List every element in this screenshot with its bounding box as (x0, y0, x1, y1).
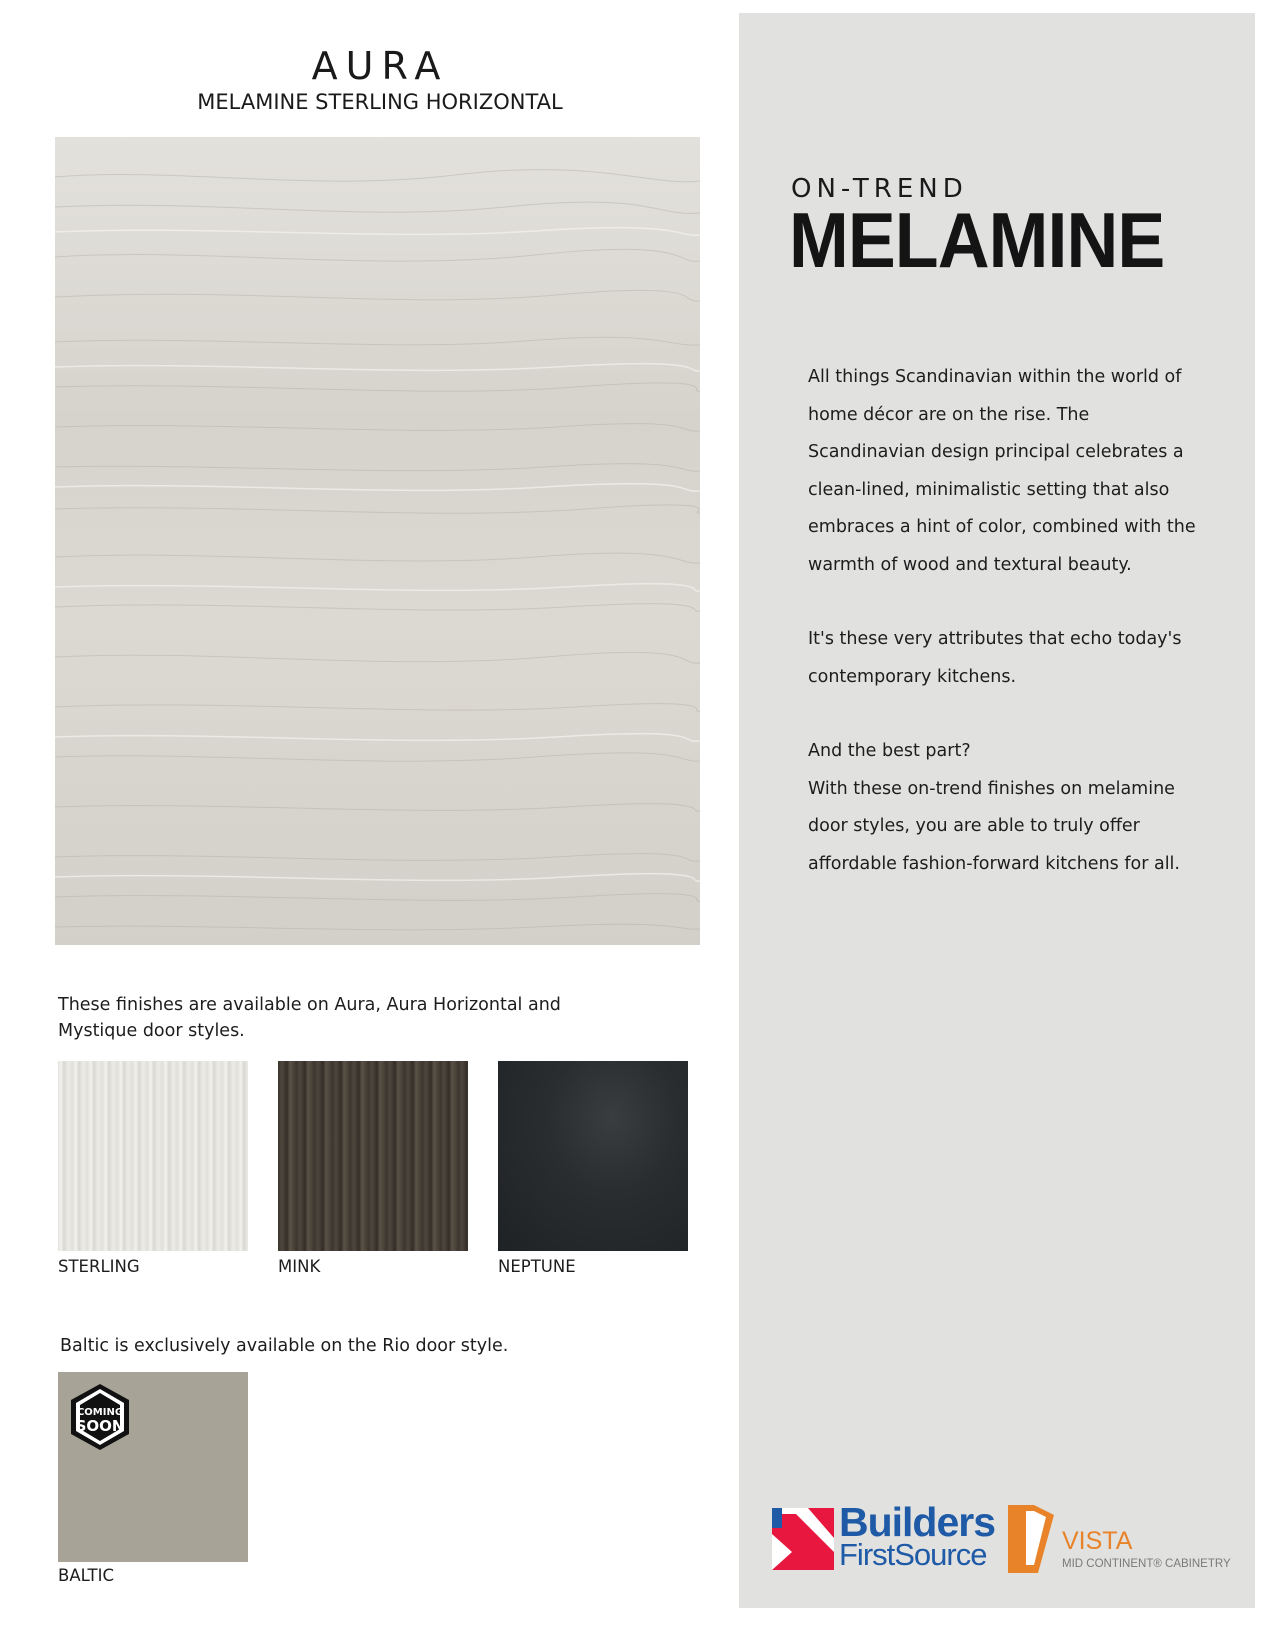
vista-logo-mark-icon (1008, 1505, 1054, 1573)
builders-logo-mark-icon (772, 1508, 834, 1570)
closing-question: And the best part? (808, 741, 971, 761)
wood-grain-texture (55, 137, 700, 945)
sterling-horizontal-sample-image (55, 137, 700, 945)
sterling-swatch (58, 1061, 248, 1251)
panel-kicker: ON-TREND (791, 174, 968, 204)
sterling-label: STERLING (58, 1257, 140, 1276)
mink-swatch (278, 1061, 468, 1251)
neptune-swatch (498, 1061, 688, 1251)
coming-soon-badge-icon (68, 1382, 132, 1452)
vista-wordmark: VISTA (1062, 1527, 1133, 1555)
badge-line1: COMING (76, 1407, 124, 1418)
builders-wordmark: Builders (839, 1499, 996, 1545)
copy-paragraph-2: It's these very attributes that echo today's contemporary kitchens. (808, 629, 1182, 687)
vista-tagline: MID CONTINENT® CABINETRY (1062, 1558, 1231, 1570)
mink-label: MINK (278, 1257, 321, 1276)
product-subtitle: MELAMINE STERLING HORIZONTAL (197, 90, 563, 114)
baltic-availability-text: Baltic is exclusively available on the Rio door style. (60, 1336, 509, 1356)
finishes-availability-text: These finishes are available on Aura, Aura Horizontal and Mystique door styles. (58, 995, 561, 1041)
vista-logo (1008, 1505, 1238, 1575)
badge-line2: SOON (75, 1417, 125, 1435)
baltic-label: BALTIC (58, 1566, 114, 1585)
firstsource-wordmark: FirstSource (839, 1537, 987, 1572)
baltic-swatch (58, 1372, 248, 1562)
panel-headline: MELAMINE (789, 196, 1165, 284)
builders-firstsource-logo (772, 1499, 996, 1575)
closing-text: With these on-trend finishes on melamine door styles, you are able to truly offer affordable fashion-forward kitchens for all. (808, 778, 1180, 874)
copy-paragraph-1: All things Scandinavian within the world of home décor are on the rise. The Scandinavian design principal celebrates a clean-lined, minimalistic setting that also embraces a hint of color, combined with the warmth of wood and textural beauty. (808, 367, 1196, 575)
product-title: AURA (311, 44, 449, 88)
panel-copy (808, 359, 1208, 883)
neptune-label: NEPTUNE (498, 1257, 576, 1276)
